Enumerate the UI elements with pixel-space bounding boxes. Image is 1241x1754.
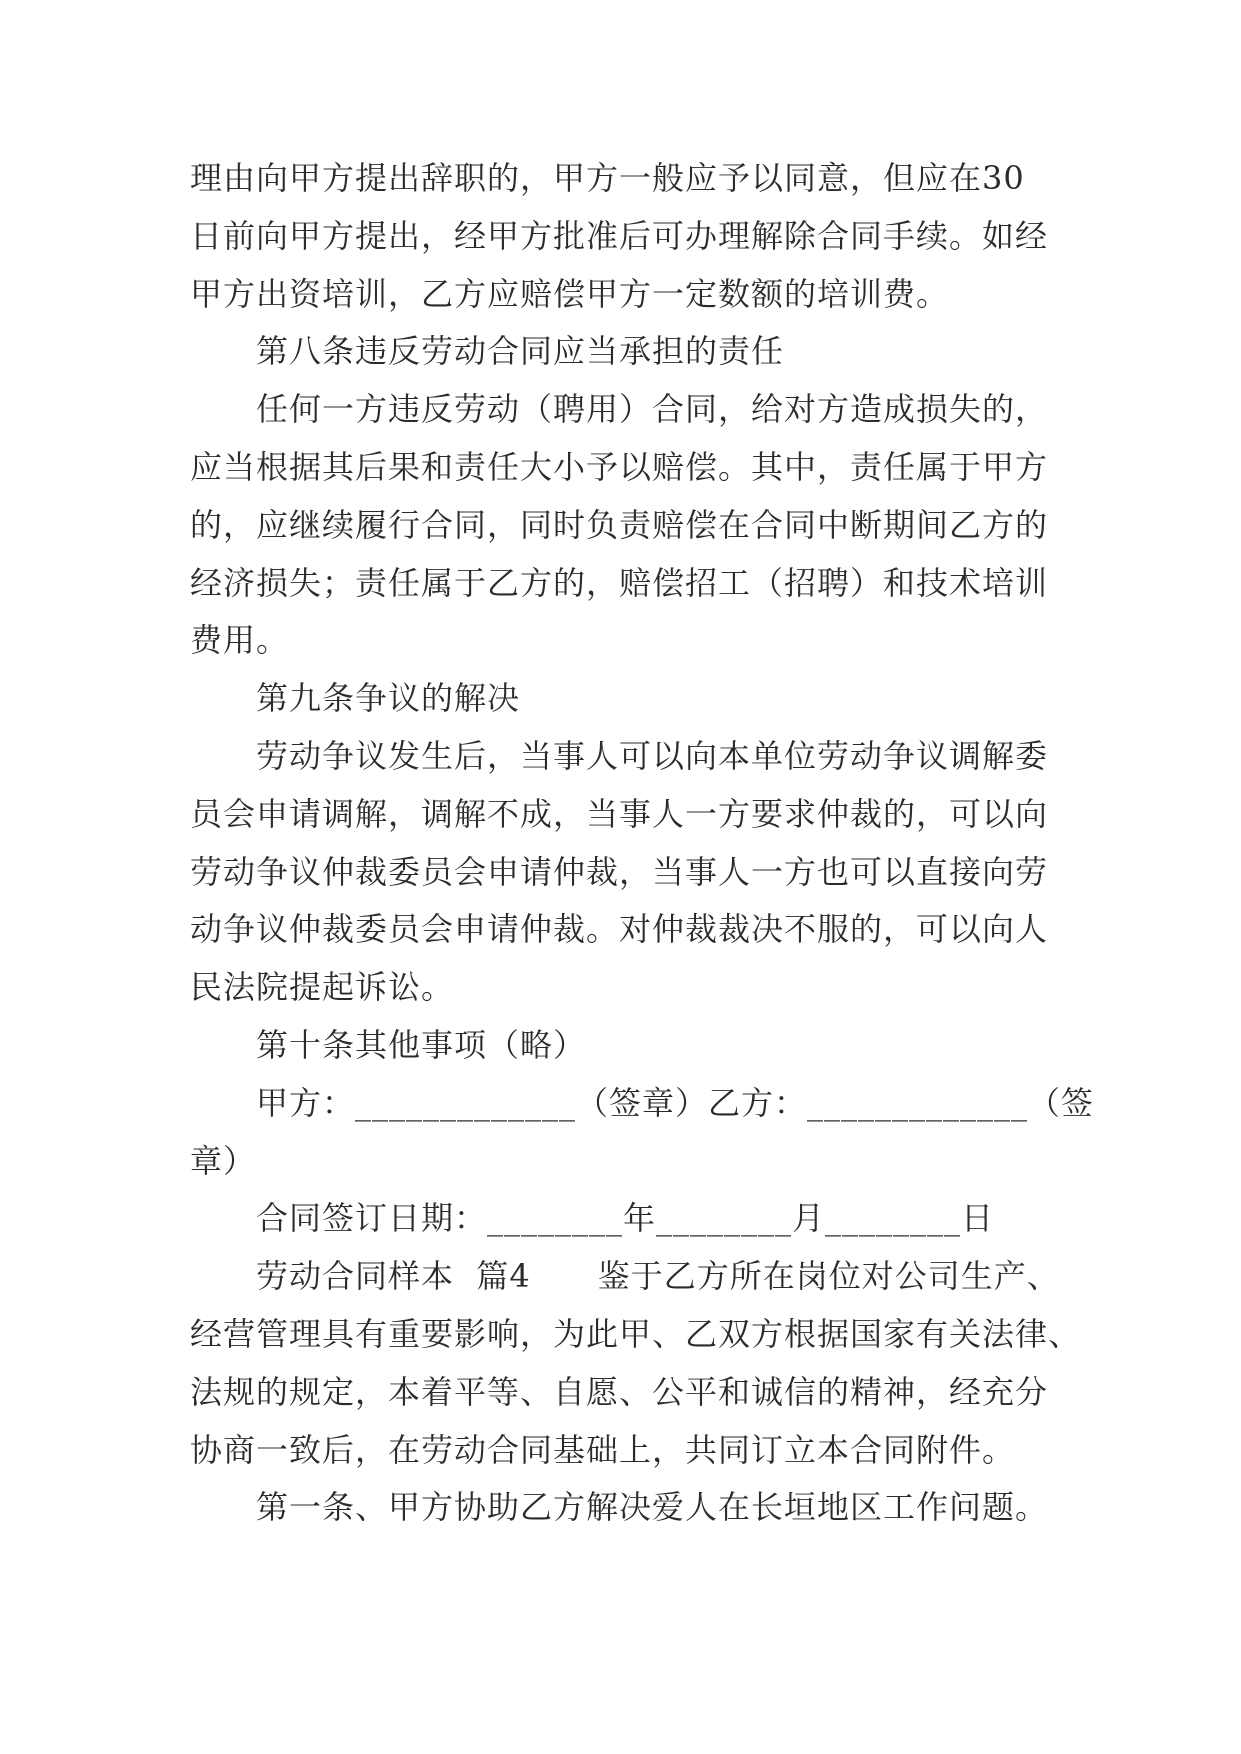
text-line: 经济损失；责任属于乙方的，赔偿招工（招聘）和技术培训 (190, 563, 1049, 602)
article-10-heading: 第十条其他事项（略） (256, 1025, 587, 1064)
text-line: 费用。 (190, 621, 290, 660)
article-1-line: 第一条、甲方协助乙方解决爱人在长垣地区工作问题。 (256, 1488, 1049, 1527)
text-line: 日前向甲方提出，经甲方批准后可办理解除合同手续。如经 (190, 216, 1049, 255)
text-line: 甲方出资培训，乙方应赔偿甲方一定数额的培训费。 (190, 274, 950, 313)
text-line: 动争议仲裁委员会申请仲裁。对仲裁裁决不服的，可以向人 (190, 910, 1049, 949)
text-line: 民法院提起诉讼。 (190, 968, 455, 1007)
text-line: 的，应继续履行合同，同时负责赔偿在合同中断期间乙方的 (190, 505, 1049, 544)
signature-line-continued: 章） (190, 1141, 257, 1180)
article-8-heading: 第八条违反劳动合同应当承担的责任 (256, 332, 785, 371)
article-9-heading: 第九条争议的解决 (256, 679, 521, 718)
text-line: 法规的规定，本着平等、自愿、公平和诚信的精神，经充分 (190, 1372, 1049, 1411)
signature-line: 甲方：_____________（签章）乙方：_____________（签 (256, 1083, 1095, 1122)
document-body (190, 150, 1095, 1537)
text-line: 劳动争议发生后，当事人可以向本单位劳动争议调解委 (256, 736, 1049, 775)
text-line: 员会申请调解，调解不成，当事人一方要求仲裁的，可以向 (190, 794, 1049, 833)
text-line: 应当根据其后果和责任大小予以赔偿。其中，责任属于甲方 (190, 447, 1049, 486)
text-line: 协商一致后，在劳动合同基础上，共同订立本合同附件。 (190, 1430, 1016, 1469)
sample-4-heading: 劳动合同样本 篇4 鉴于乙方所在岗位对公司生产、 (256, 1257, 1060, 1296)
text-line: 经营管理具有重要影响，为此甲、乙双方根据国家有关法律、 (190, 1314, 1082, 1353)
signing-date-line: 合同签订日期：________年________月________日 (256, 1199, 995, 1238)
text-line: 任何一方违反劳动（聘用）合同，给对方造成损失的， (256, 390, 1049, 429)
text-line: 劳动争议仲裁委员会申请仲裁，当事人一方也可以直接向劳 (190, 852, 1049, 891)
text-line: 理由向甲方提出辞职的，甲方一般应予以同意，但应在30 (190, 159, 1025, 197)
